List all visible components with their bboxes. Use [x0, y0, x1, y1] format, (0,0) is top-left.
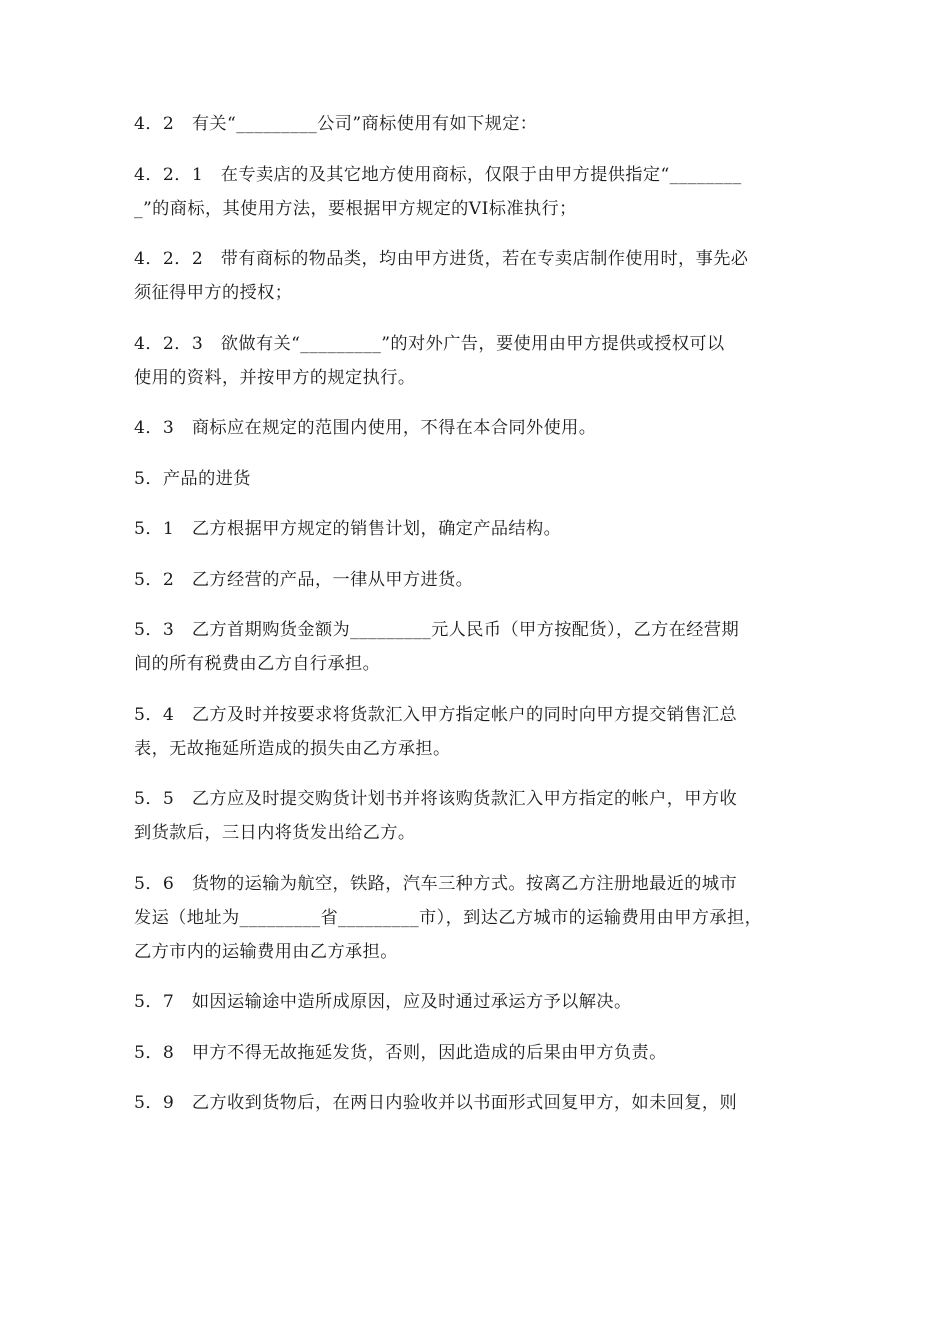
paragraph-spacing — [134, 681, 824, 698]
text-line: 5．产品的进货 — [134, 468, 251, 489]
paragraph-spacing — [134, 766, 824, 783]
text-line: 4．2．1 在专卖店的及其它地方使用商标，仅限于由甲方提供指定“________ — [134, 164, 742, 185]
paragraph-spacing — [134, 226, 824, 243]
paragraph-spacing — [134, 850, 824, 867]
paragraph-spacing — [134, 141, 824, 158]
paragraph-p5-4 — [134, 698, 824, 766]
text-line: 5．9 乙方收到货物后，在两日内验收并以书面形式回复甲方，如未回复，则 — [134, 1093, 738, 1113]
text-line: 4．2．3 欲做有关“_________”的对外广告，要使用由甲方提供或授权可以 — [134, 333, 725, 354]
paragraph-p5-6 — [134, 867, 824, 969]
text-line: 须征得甲方的授权； — [134, 283, 293, 303]
text-line: _”的商标，其使用方法，要根据甲方规定的VI标准执行； — [134, 198, 577, 219]
paragraph-spacing — [134, 597, 824, 614]
paragraph-p4-2-1 — [134, 158, 824, 226]
text-line: 使用的资料，并按甲方的规定执行。 — [134, 367, 416, 388]
paragraph-spacing — [134, 496, 824, 513]
text-line: 5．1 乙方根据甲方规定的销售计划，确定产品结构。 — [134, 519, 562, 539]
text-line: 5．6 货物的运输为航空，铁路，汽车三种方式。按离乙方注册地最近的城市 — [134, 873, 738, 894]
paragraph-spacing — [134, 1019, 824, 1036]
paragraph-p5-2 — [134, 563, 824, 597]
paragraph-p4-2-2 — [134, 242, 824, 310]
text-line: 5．2 乙方经营的产品，一律从甲方进货。 — [134, 569, 474, 590]
text-line: 5．7 如因运输途中造所成原因，应及时通过承运方予以解决。 — [134, 992, 632, 1012]
text-line: 4．3 商标应在规定的范围内使用，不得在本合同外使用。 — [134, 418, 597, 438]
text-line: 4．2 有关“_________公司”商标使用有如下规定： — [134, 114, 538, 134]
paragraph-p5-8 — [134, 1036, 824, 1070]
text-line: 5．5 乙方应及时提交购货计划书并将该购货款汇入甲方指定的帐户，甲方收 — [134, 789, 738, 809]
paragraph-p5-1 — [134, 512, 824, 546]
text-line: 间的所有税费由乙方自行承担。 — [134, 654, 381, 674]
text-line: 5．8 甲方不得无故拖延发货，否则，因此造成的后果由甲方负责。 — [134, 1042, 667, 1063]
paragraph-p5-9 — [134, 1086, 824, 1120]
text-line: 4．2．2 带有商标的物品类，均由甲方进货，若在专卖店制作使用时，事先必 — [134, 249, 749, 269]
text-line: 5．3 乙方首期购货金额为_________元人民币（甲方按配货），乙方在经营期 — [134, 620, 740, 640]
paragraph-p4-3 — [134, 411, 824, 445]
text-line: 到货款后，三日内将货发出给乙方。 — [134, 823, 416, 843]
text-line: 5．4 乙方及时并按要求将货款汇入甲方指定帐户的同时向甲方提交销售汇总 — [134, 704, 738, 725]
paragraph-spacing — [134, 310, 824, 327]
paragraph-p5-5 — [134, 782, 824, 850]
paragraph-p4-2-3 — [134, 327, 824, 395]
text-line: 表，无故拖延所造成的损失由乙方承担。 — [134, 738, 451, 759]
paragraph-p5 — [134, 462, 824, 496]
paragraph-p4-2 — [134, 107, 824, 141]
text-line: 发运（地址为_________省_________市），到达乙方城市的运输费用由甲方承担， — [134, 907, 763, 928]
text-line: 乙方市内的运输费用由乙方承担。 — [134, 941, 398, 962]
paragraph-p5-3 — [134, 613, 824, 681]
document-body — [134, 107, 824, 1120]
paragraph-spacing — [134, 445, 824, 462]
paragraph-spacing — [134, 546, 824, 563]
paragraph-spacing — [134, 1070, 824, 1087]
paragraph-spacing — [134, 969, 824, 986]
paragraph-p5-7 — [134, 985, 824, 1019]
paragraph-spacing — [134, 395, 824, 412]
